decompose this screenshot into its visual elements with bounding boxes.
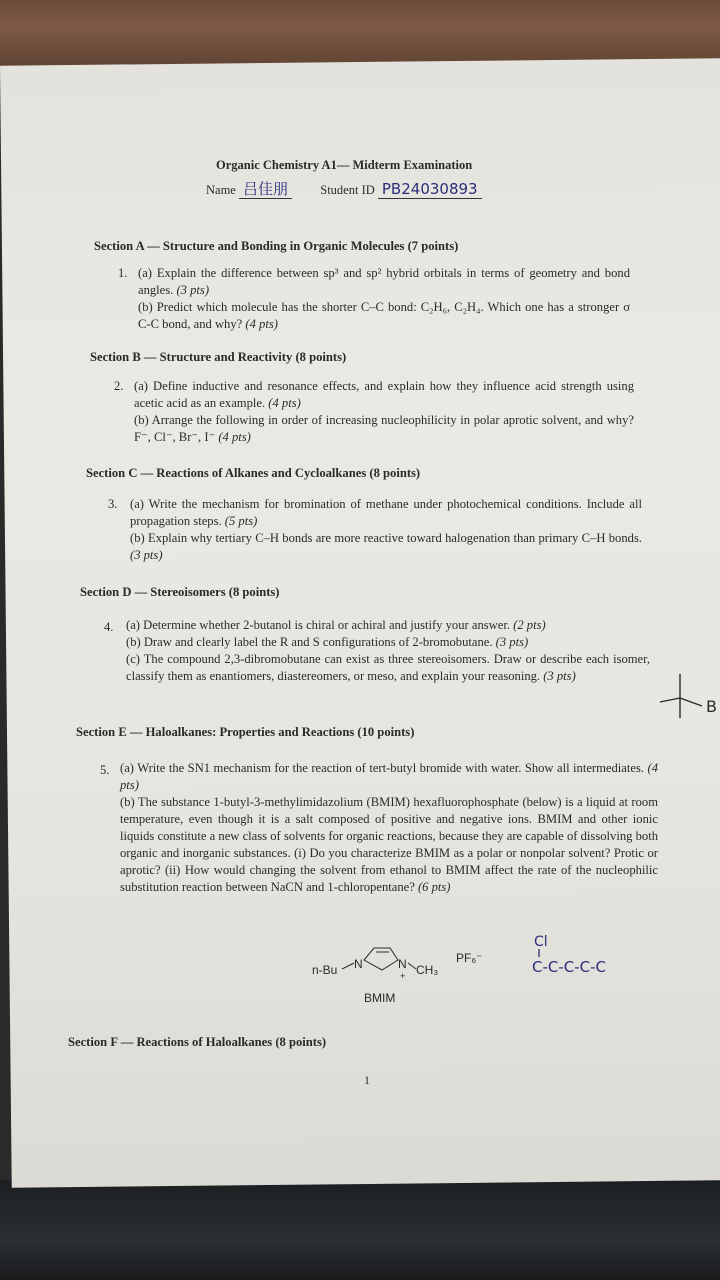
q2-part-a-points: (4 pts) xyxy=(268,396,301,410)
q4-part-a-points: (2 pts) xyxy=(513,618,546,632)
page-number: 1 xyxy=(364,1073,370,1087)
section-b-title: Section B — Structure and Reactivity (8 points) xyxy=(90,350,347,364)
handwritten-bond xyxy=(680,698,702,706)
q4-part-c-points: (3 pts) xyxy=(543,669,576,683)
bmim-structure xyxy=(312,940,492,1010)
handwritten-bromine: B xyxy=(706,697,717,716)
name-label: Name xyxy=(206,183,236,197)
bond xyxy=(342,963,354,969)
q3-part-b-points: (3 pts) xyxy=(130,548,163,562)
handwritten-tert-butyl xyxy=(656,670,720,730)
q3-part-a-points: (5 pts) xyxy=(224,514,258,528)
q4-part-b: (b) Draw and clearly label the R and S configurations of 2-bromobutane. xyxy=(126,635,493,649)
section-a-title: Section A — Structure and Bonding in Organic Molecules (7 points) xyxy=(94,239,459,253)
name-value: 吕佳朋 xyxy=(239,180,292,199)
q1-part-a: (a) Explain the difference between sp³ and sp² hybrid orbitals in terms of geometry and bond angles. xyxy=(138,266,630,297)
q5-part-b: (b) The substance 1-butyl-3-methylimidazolium (BMIM) hexafluorophosphate (below) is a liquid at room temperature, even though it is a salt composed of positive and negative ions. BMIM and other ionic liquids constitute a new class of solvents for organic reactions, because they are capable of dissolving both organic and inorganic substances. (i) Do you characterize BMIM as a polar or nonpolar solvent? Protic or aprotic? (ii) How would changing the solvent from ethanol to BMIM affect the rate of the nucleophilic substitution reaction between NaCN and 1-chloropentane? xyxy=(120,795,658,894)
q4-part-a: (a) Determine whether 2-butanol is chiral or achiral and justify your answer. xyxy=(126,618,510,632)
q5-part-a: (a) Write the SN1 mechanism for the reaction of tert-butyl bromide with water. Show all intermediates. xyxy=(120,761,645,775)
question-number: 5. xyxy=(100,763,110,777)
imidazolium-ring xyxy=(364,948,398,970)
methyl-group: CH₃ xyxy=(416,963,439,977)
plus-charge: + xyxy=(400,971,406,981)
q3-part-b: (b) Explain why tertiary C–H bonds are more reactive toward halogenation than primary C–H bonds. xyxy=(130,531,642,545)
student-id-value: PB24030893 xyxy=(378,180,482,199)
question-number: 3. xyxy=(108,497,118,511)
n-butyl-group: n-Bu xyxy=(312,963,338,977)
question-1 xyxy=(138,265,630,333)
q2-part-b-points: (4 pts) xyxy=(218,430,251,444)
q5-part-b-points: (6 pts) xyxy=(417,880,451,894)
q2-part-a: (a) Define inductive and resonance effects, and explain how they influence acid strength using acetic acid as an example. xyxy=(134,379,634,410)
bmim-label: BMIM xyxy=(364,991,396,1005)
nitrogen-1: N xyxy=(354,957,363,971)
q4-part-b-points: (3 pts) xyxy=(495,635,529,649)
section-d-title: Section D — Stereoisomers (8 points) xyxy=(80,585,280,599)
nitrogen-2: N xyxy=(398,957,407,971)
question-2 xyxy=(134,378,634,446)
handwritten-chain xyxy=(528,930,658,980)
q1-part-b-points: (4 pts) xyxy=(245,317,278,331)
q4-part-c: (c) The compound 2,3-dibromobutane can exist as three stereoisomers. Draw or describe each isomer, classify them as enantiomers, diastereomers, or meso, and explain your reasoning. xyxy=(126,652,650,683)
exam-title: Organic Chemistry A1— Midterm Examination xyxy=(216,158,473,172)
section-f-title: Section F — Reactions of Haloalkanes (8 points) xyxy=(68,1035,327,1049)
q5-part-a-points: (4 pts) xyxy=(120,761,658,792)
question-4 xyxy=(126,617,650,685)
handwritten-bond xyxy=(660,698,680,702)
section-c-title: Section C — Reactions of Alkanes and Cycloalkanes (8 points) xyxy=(86,466,421,480)
question-number: 4. xyxy=(104,620,114,634)
question-number: 1. xyxy=(118,266,128,280)
q1-part-a-points: (3 pts) xyxy=(176,283,210,297)
question-3 xyxy=(130,496,642,564)
q1-part-b: (b) Predict which molecule has the shorter C–C bond: C₂H₆, C₂H₄. Which one has a stronger σ C-C bond, and why? xyxy=(138,300,630,331)
bond xyxy=(408,963,416,969)
question-5 xyxy=(120,760,658,896)
counter-ion: PF₆⁻ xyxy=(456,951,483,965)
student-id-label: Student ID xyxy=(320,183,375,197)
q2-part-b: (b) Arrange the following in order of increasing nucleophilicity in polar aprotic solvent, and why? F⁻, Cl⁻, Br⁻, I⁻ xyxy=(134,413,634,444)
question-number: 2. xyxy=(114,379,124,393)
section-e-title: Section E — Haloalkanes: Properties and Reactions (10 points) xyxy=(76,725,415,739)
handwritten-cl: Cl xyxy=(534,934,548,950)
name-id-line xyxy=(206,181,482,199)
handwritten-carbon-chain: C-C-C-C-C xyxy=(532,958,607,976)
q3-part-a: (a) Write the mechanism for bromination of methane under photochemical conditions. Include all propagation steps. xyxy=(130,497,642,528)
